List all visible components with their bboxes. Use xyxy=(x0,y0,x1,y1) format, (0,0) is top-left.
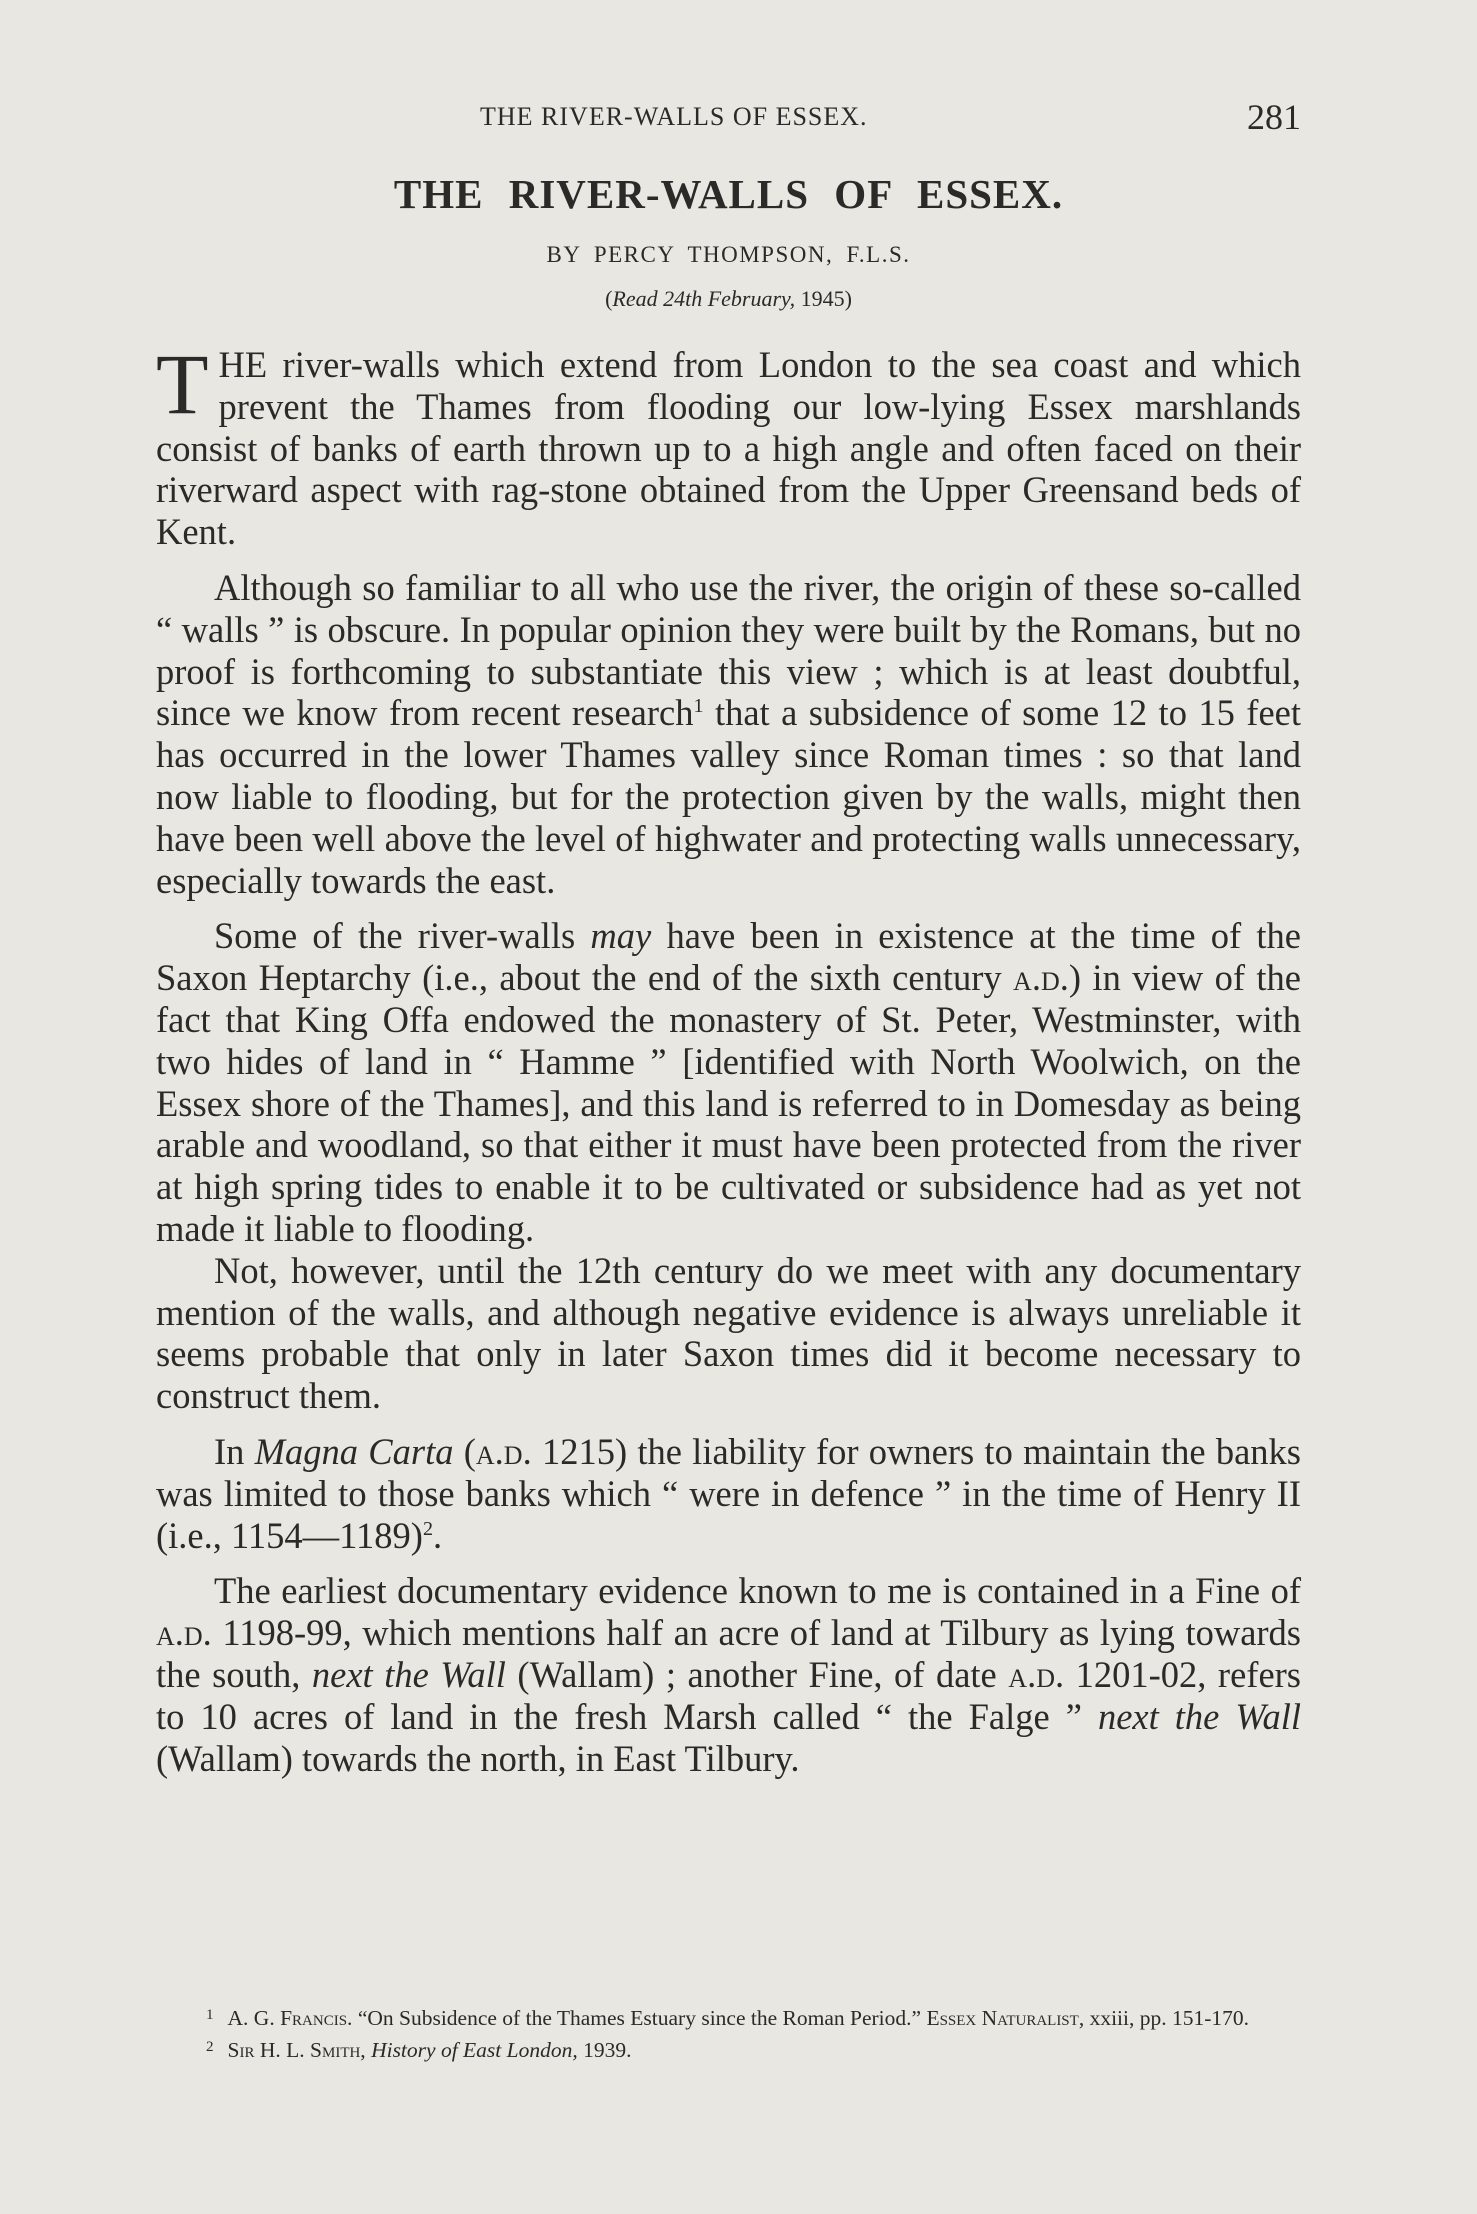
footnote-1-journal: Essex Naturalist, xyxy=(926,2006,1085,2030)
paragraph-6-text-a: The earliest documentary evidence known to me is contained in a Fine of xyxy=(214,1570,1301,1612)
byline: BY PERCY THOMPSON, F.L.S. xyxy=(546,242,911,267)
paragraph-5 xyxy=(156,1431,1301,1556)
paragraph-2 xyxy=(156,567,1301,901)
emphasis-magna-carta: Magna Carta xyxy=(254,1430,454,1472)
footnote-2-year: 1939. xyxy=(577,2038,632,2062)
paragraph-3 xyxy=(156,915,1301,1249)
read-date-note xyxy=(156,286,1301,312)
footnote-ref-1: 1 xyxy=(693,695,704,718)
paragraph-5-text-c: 1215) the liability for owners to maintain the banks was limited to those banks which “ were in defence ” in the time of Henry II (i.e., 1154—1189) xyxy=(156,1430,1302,1556)
footnote-ref-2: 2 xyxy=(422,1517,433,1540)
paragraph-6-text-d: 1201-02, refers to 10 acres of land in the fresh Marsh called “ the Falge ” xyxy=(156,1653,1302,1737)
article-body xyxy=(156,336,1302,1779)
article-title: THE RIVER-WALLS OF ESSEX. xyxy=(393,171,1064,217)
emphasis-may: may xyxy=(590,915,652,957)
paragraph-5-text-d: . xyxy=(432,1514,443,1556)
read-note-italic: Read 24th February, xyxy=(612,286,796,311)
footnote-1-text: “On Subsidence of the Thames Estuary since the Roman Period.” xyxy=(352,2006,927,2030)
drop-cap: T xyxy=(156,336,209,432)
paragraph-6-text-b: 1198-99, which mentions half an acre of land at Tilbury as lying towards the south, xyxy=(156,1612,1301,1695)
paragraph-6 xyxy=(156,1570,1301,1779)
emphasis-next-the-wall: next the Wall xyxy=(311,1653,506,1695)
emphasis-next-the-wall: next the Wall xyxy=(1097,1695,1301,1737)
paragraph-2-text-b: that a subsidence of some 12 to 15 feet has occurred in the lower Thames valley since Roman times : so that land now liable to flooding, but for the protection given by the walls, might then have been well above the level of highwater and protecting walls unnecessary, especially towards the east. xyxy=(156,692,1302,901)
read-note-open: ( xyxy=(605,286,613,311)
footnote-2 xyxy=(156,2036,1301,2068)
paragraph-6-text-e: (Wallam) towards the north, in East Tilbury. xyxy=(156,1737,800,1779)
running-head xyxy=(156,96,1301,146)
footnote-1-mark: 1 xyxy=(206,2007,214,2023)
footnote-1-ref: xxiii, pp. 151-170. xyxy=(1084,2006,1250,2030)
footnote-1 xyxy=(156,2004,1301,2036)
era-abbrev: a.d. xyxy=(156,1612,212,1654)
paragraph-5-text-b: ( xyxy=(453,1430,476,1472)
footnote-1-author: A. G. Francis. xyxy=(227,2006,353,2030)
paragraph-1-text: HE river-walls which extend from London to the sea coast and which prevent the Thames from flooding our low-lying Essex marshlands consist of banks of earth thrown up to a high angle and often faced on their riverward aspect with rag-stone obtained from the Upper Greensand beds of Kent. xyxy=(156,344,1301,553)
paragraph-4: Not, however, until the 12th century do we meet with any documentary mention of the walls, and although negative evidence is always unreliable it seems probable that only in later Saxon times did it become necessary to construct them. xyxy=(156,1249,1301,1417)
page-number: 281 xyxy=(1247,97,1301,137)
paragraph-6-text-c: (Wallam) ; another Fine, of date xyxy=(505,1653,1009,1695)
paragraph-3-text-c: ) in view of the fact that King Offa endowed the monastery of St. Peter, Westminster, with two hides of land in “ Hamme ” [identified with North Woolwich, on the Essex shore of the Thames], and this land is referred to in Domesday as being arable and woodland, so that either it must have been protected from the river at high spring tides to enable it to be cultivated or subsidence had as yet not made it liable to flooding. xyxy=(156,957,1301,1249)
running-head-title: THE RIVER-WALLS OF ESSEX. xyxy=(480,102,868,131)
paragraph-1 xyxy=(156,336,1301,553)
paragraph-3-text-b: have been in existence at the time of the Saxon Heptarchy (i.e., about the end of the sixth century xyxy=(156,915,1301,999)
era-abbrev: a.d. xyxy=(475,1430,532,1472)
era-abbrev: a.d. xyxy=(1008,1653,1065,1695)
footnotes xyxy=(156,2004,1301,2068)
footnote-2-mark: 2 xyxy=(206,2039,214,2055)
paragraph-2-text-a: Although so familiar to all who use the river, the origin of these so-called “ walls ” is obscure. In popular opinion they were built by the Romans, but no proof is forthcoming to substantiate this view ; which is at least doubtful, since we know from recent research xyxy=(156,566,1301,734)
read-note-year: 1945) xyxy=(795,286,852,311)
footnote-2-title: History of East London, xyxy=(371,2038,578,2062)
footnote-2-author: Sir H. L. Smith, xyxy=(227,2038,366,2062)
paragraph-5-text-a: In xyxy=(214,1430,255,1472)
paragraph-3-text-a: Some of the river-walls xyxy=(214,915,591,957)
era-abbrev: a.d. xyxy=(1013,957,1069,999)
